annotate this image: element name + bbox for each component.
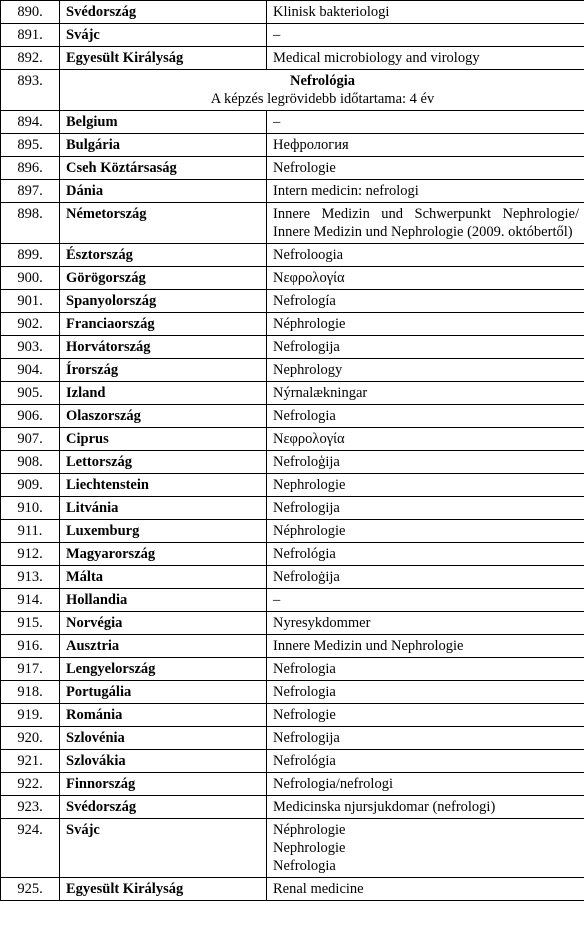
specialty-line: Нефрология (273, 137, 349, 153)
table-row (1, 727, 584, 750)
row-number: 906. (1, 405, 60, 428)
table-row (1, 359, 584, 382)
row-number: 913. (1, 566, 60, 589)
row-number: 902. (1, 313, 60, 336)
specialty-line: Medicinska njursjukdomar (nefrologi) (273, 799, 496, 815)
country-name: Bulgária (60, 134, 267, 157)
row-number: 899. (1, 244, 60, 267)
table-row (1, 796, 584, 819)
specialty-name (267, 773, 584, 796)
section-header-row (1, 70, 584, 111)
table-row (1, 566, 584, 589)
row-number: 922. (1, 773, 60, 796)
specialty-line: Klinisk bakteriologi (273, 4, 390, 20)
specialty-name (267, 497, 584, 520)
row-number: 921. (1, 750, 60, 773)
specialty-name (267, 796, 584, 819)
specialty-line: – (273, 114, 281, 130)
table-row (1, 134, 584, 157)
specialty-name (267, 543, 584, 566)
specialty-line: Nefrología (273, 293, 336, 309)
specialty-name (267, 180, 584, 203)
specialty-name (267, 681, 584, 704)
specialty-line: Nefrologija (273, 500, 340, 516)
specialty-line: Innere Medizin und Nephrologie (273, 638, 464, 654)
specialty-name (267, 336, 584, 359)
specialty-line: Nefrologija (273, 339, 340, 355)
specialty-line: Nephrologie (273, 840, 346, 856)
specialty-name (267, 359, 584, 382)
country-name: Finnország (60, 773, 267, 796)
specialty-name (267, 382, 584, 405)
table-row (1, 24, 584, 47)
row-number: 923. (1, 796, 60, 819)
table-row (1, 773, 584, 796)
table-row (1, 497, 584, 520)
row-number: 908. (1, 451, 60, 474)
specialty-name (267, 47, 584, 70)
row-number: 925. (1, 878, 60, 901)
row-number: 901. (1, 290, 60, 313)
row-number: 919. (1, 704, 60, 727)
specialty-name (267, 566, 584, 589)
specialty-line: Medical microbiology and virology (273, 50, 480, 66)
country-name: Szlovénia (60, 727, 267, 750)
table-row (1, 451, 584, 474)
row-number: 894. (1, 111, 60, 134)
table-row (1, 704, 584, 727)
table-row (1, 428, 584, 451)
country-name: Horvátország (60, 336, 267, 359)
specialty-name (267, 658, 584, 681)
row-number: 896. (1, 157, 60, 180)
country-name: Svédország (60, 796, 267, 819)
country-name: Lengyelország (60, 658, 267, 681)
country-name: Egyesült Királyság (60, 878, 267, 901)
country-name: Svédország (60, 1, 267, 24)
specialty-name (267, 267, 584, 290)
specialty-line: Nefrologia (273, 408, 336, 424)
specialty-line: Nefrologia (273, 858, 336, 874)
country-name: Görögország (60, 267, 267, 290)
table-row (1, 612, 584, 635)
country-name: Málta (60, 566, 267, 589)
specialty-line: Nefrologie (273, 160, 336, 176)
specialty-line: Nephrology (273, 362, 343, 378)
specialty-line: – (273, 27, 281, 43)
table-row (1, 203, 584, 244)
country-name: Portugália (60, 681, 267, 704)
country-name: Norvégia (60, 612, 267, 635)
specialty-name (267, 727, 584, 750)
specialty-name (267, 704, 584, 727)
country-name: Litvánia (60, 497, 267, 520)
country-name: Hollandia (60, 589, 267, 612)
specialty-line: Innere Medizin und Schwerpunkt Nephrologie/ Innere Medizin und Nephrologie (2009. októbertől) (273, 206, 579, 240)
row-number: 916. (1, 635, 60, 658)
country-name: Szlovákia (60, 750, 267, 773)
specialty-name (267, 134, 584, 157)
specialty-line: Renal medicine (273, 881, 364, 897)
specialty-name (267, 1, 584, 24)
specialty-line: Néphrologie (273, 822, 346, 838)
table-row (1, 180, 584, 203)
table-row (1, 750, 584, 773)
country-name: Ausztria (60, 635, 267, 658)
row-number: 924. (1, 819, 60, 878)
table-row (1, 658, 584, 681)
country-name: Luxemburg (60, 520, 267, 543)
table-row (1, 635, 584, 658)
specialty-name (267, 474, 584, 497)
table-row (1, 474, 584, 497)
row-number: 910. (1, 497, 60, 520)
specialty-name (267, 290, 584, 313)
row-number: 890. (1, 1, 60, 24)
specialty-name (267, 878, 584, 901)
row-number: 907. (1, 428, 60, 451)
specialty-name (267, 405, 584, 428)
section-number: 893. (1, 70, 60, 111)
country-name: Észtország (60, 244, 267, 267)
rows-before-section (1, 1, 584, 70)
specialty-line: Nefrologie (273, 707, 336, 723)
country-name: Dánia (60, 180, 267, 203)
specialty-line: Nefroloogia (273, 247, 344, 263)
table-row (1, 313, 584, 336)
row-number: 900. (1, 267, 60, 290)
specialty-name (267, 313, 584, 336)
specialty-line: Nyresykdommer (273, 615, 371, 631)
row-number: 920. (1, 727, 60, 750)
specialty-line: Nefrológia (273, 546, 336, 562)
specialty-name (267, 635, 584, 658)
country-name: Németország (60, 203, 267, 244)
country-name: Magyarország (60, 543, 267, 566)
row-number: 891. (1, 24, 60, 47)
specialty-line: Intern medicin: nefrologi (273, 183, 419, 199)
row-number: 909. (1, 474, 60, 497)
row-number: 897. (1, 180, 60, 203)
section-subtitle: A képzés legrövidebb időtartama: 4 év (210, 91, 435, 107)
specialty-line: Nefrologia/nefrologi (273, 776, 393, 792)
table-row (1, 382, 584, 405)
row-number: 915. (1, 612, 60, 635)
country-name: Románia (60, 704, 267, 727)
table-row (1, 589, 584, 612)
row-number: 895. (1, 134, 60, 157)
country-name: Ciprus (60, 428, 267, 451)
country-name: Belgium (60, 111, 267, 134)
row-number: 898. (1, 203, 60, 244)
specialty-name (267, 24, 584, 47)
country-name: Svájc (60, 819, 267, 878)
specialty-line: Nephrologie (273, 477, 346, 493)
country-name: Egyesült Királyság (60, 47, 267, 70)
table-row (1, 111, 584, 134)
specialty-name (267, 451, 584, 474)
table-row (1, 290, 584, 313)
specialty-line: Nefroloġija (273, 569, 340, 585)
row-number: 905. (1, 382, 60, 405)
table-row (1, 819, 584, 878)
specialty-line: Nefrologija (273, 730, 340, 746)
specialty-name (267, 428, 584, 451)
table-row (1, 520, 584, 543)
specialty-line: Νεφρολογία (273, 431, 345, 447)
specialty-name (267, 612, 584, 635)
specialty-line: Nefrologia (273, 661, 336, 677)
specialty-name (267, 244, 584, 267)
rows-after-section (1, 111, 584, 901)
section-title: Nefrológia (290, 73, 355, 89)
country-name: Spanyolország (60, 290, 267, 313)
specialty-line: Néphrologie (273, 523, 346, 539)
table-row (1, 405, 584, 428)
row-number: 912. (1, 543, 60, 566)
country-name: Svájc (60, 24, 267, 47)
table-row (1, 878, 584, 901)
row-number: 892. (1, 47, 60, 70)
row-number: 904. (1, 359, 60, 382)
specialty-line: Nefrologia (273, 684, 336, 700)
row-number: 903. (1, 336, 60, 359)
country-name: Franciaország (60, 313, 267, 336)
specialty-line: Néphrologie (273, 316, 346, 332)
specialty-name (267, 520, 584, 543)
specialty-name (267, 157, 584, 180)
specialty-name (267, 819, 584, 878)
row-number: 918. (1, 681, 60, 704)
country-name: Izland (60, 382, 267, 405)
specialty-line: Nefroloģija (273, 454, 340, 470)
table-row (1, 157, 584, 180)
specialty-line: – (273, 592, 281, 608)
specialty-line: Nýrnalækningar (273, 385, 368, 401)
specialty-name (267, 203, 584, 244)
table-row (1, 543, 584, 566)
specialty-name (267, 589, 584, 612)
table-row (1, 244, 584, 267)
country-name: Cseh Köztársaság (60, 157, 267, 180)
table-row (1, 267, 584, 290)
row-number: 911. (1, 520, 60, 543)
row-number: 914. (1, 589, 60, 612)
table-row (1, 336, 584, 359)
country-name: Olaszország (60, 405, 267, 428)
table-row (1, 1, 584, 24)
section-header-cell (60, 70, 584, 111)
row-number: 917. (1, 658, 60, 681)
country-name: Írország (60, 359, 267, 382)
specialty-name (267, 750, 584, 773)
specialty-line: Nefrológia (273, 753, 336, 769)
country-name: Lettország (60, 451, 267, 474)
table-row (1, 47, 584, 70)
specialty-name (267, 111, 584, 134)
country-name: Liechtenstein (60, 474, 267, 497)
specialty-line: Νεφρολογία (273, 270, 345, 286)
section-header-group (1, 70, 584, 111)
table-row (1, 681, 584, 704)
